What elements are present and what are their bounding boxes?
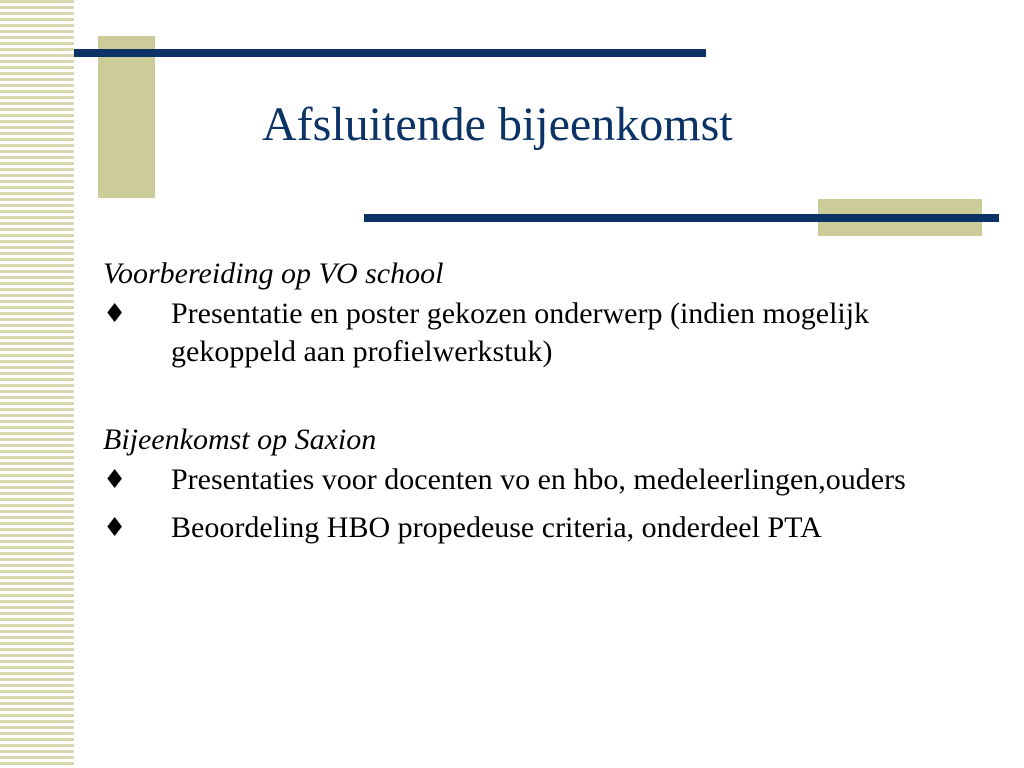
bullet-text: Beoordeling HBO propedeuse criteria, onderdeel PTA — [171, 511, 822, 544]
diamond-bullet-icon: ♦ — [103, 299, 127, 329]
slide-title: Afsluitende bijeenkomst — [262, 98, 733, 151]
diamond-bullet-icon: ♦ — [103, 513, 127, 543]
slide-content — [103, 255, 983, 557]
decorative-line-bottom — [364, 214, 999, 222]
bullet-item — [103, 295, 983, 371]
decorative-stripe-band — [0, 0, 74, 768]
bullet-item — [103, 509, 983, 547]
bullet-text: Presentatie en poster gekozen onderwerp (indien mogelijk gekoppeld aan profielwerkstuk) — [171, 297, 870, 368]
section-preparation — [103, 255, 983, 371]
section-heading: Voorbereiding op VO school — [103, 257, 444, 290]
bullet-text: Presentaties voor docenten vo en hbo, medeleerlingen,ouders — [171, 463, 906, 496]
diamond-bullet-icon: ♦ — [103, 465, 127, 495]
decorative-block-top — [98, 36, 155, 198]
section-spacer — [103, 381, 983, 421]
section-heading: Bijeenkomst op Saxion — [103, 423, 377, 456]
bullet-item — [103, 461, 983, 499]
section-meeting — [103, 421, 983, 547]
decorative-line-top — [74, 49, 706, 57]
